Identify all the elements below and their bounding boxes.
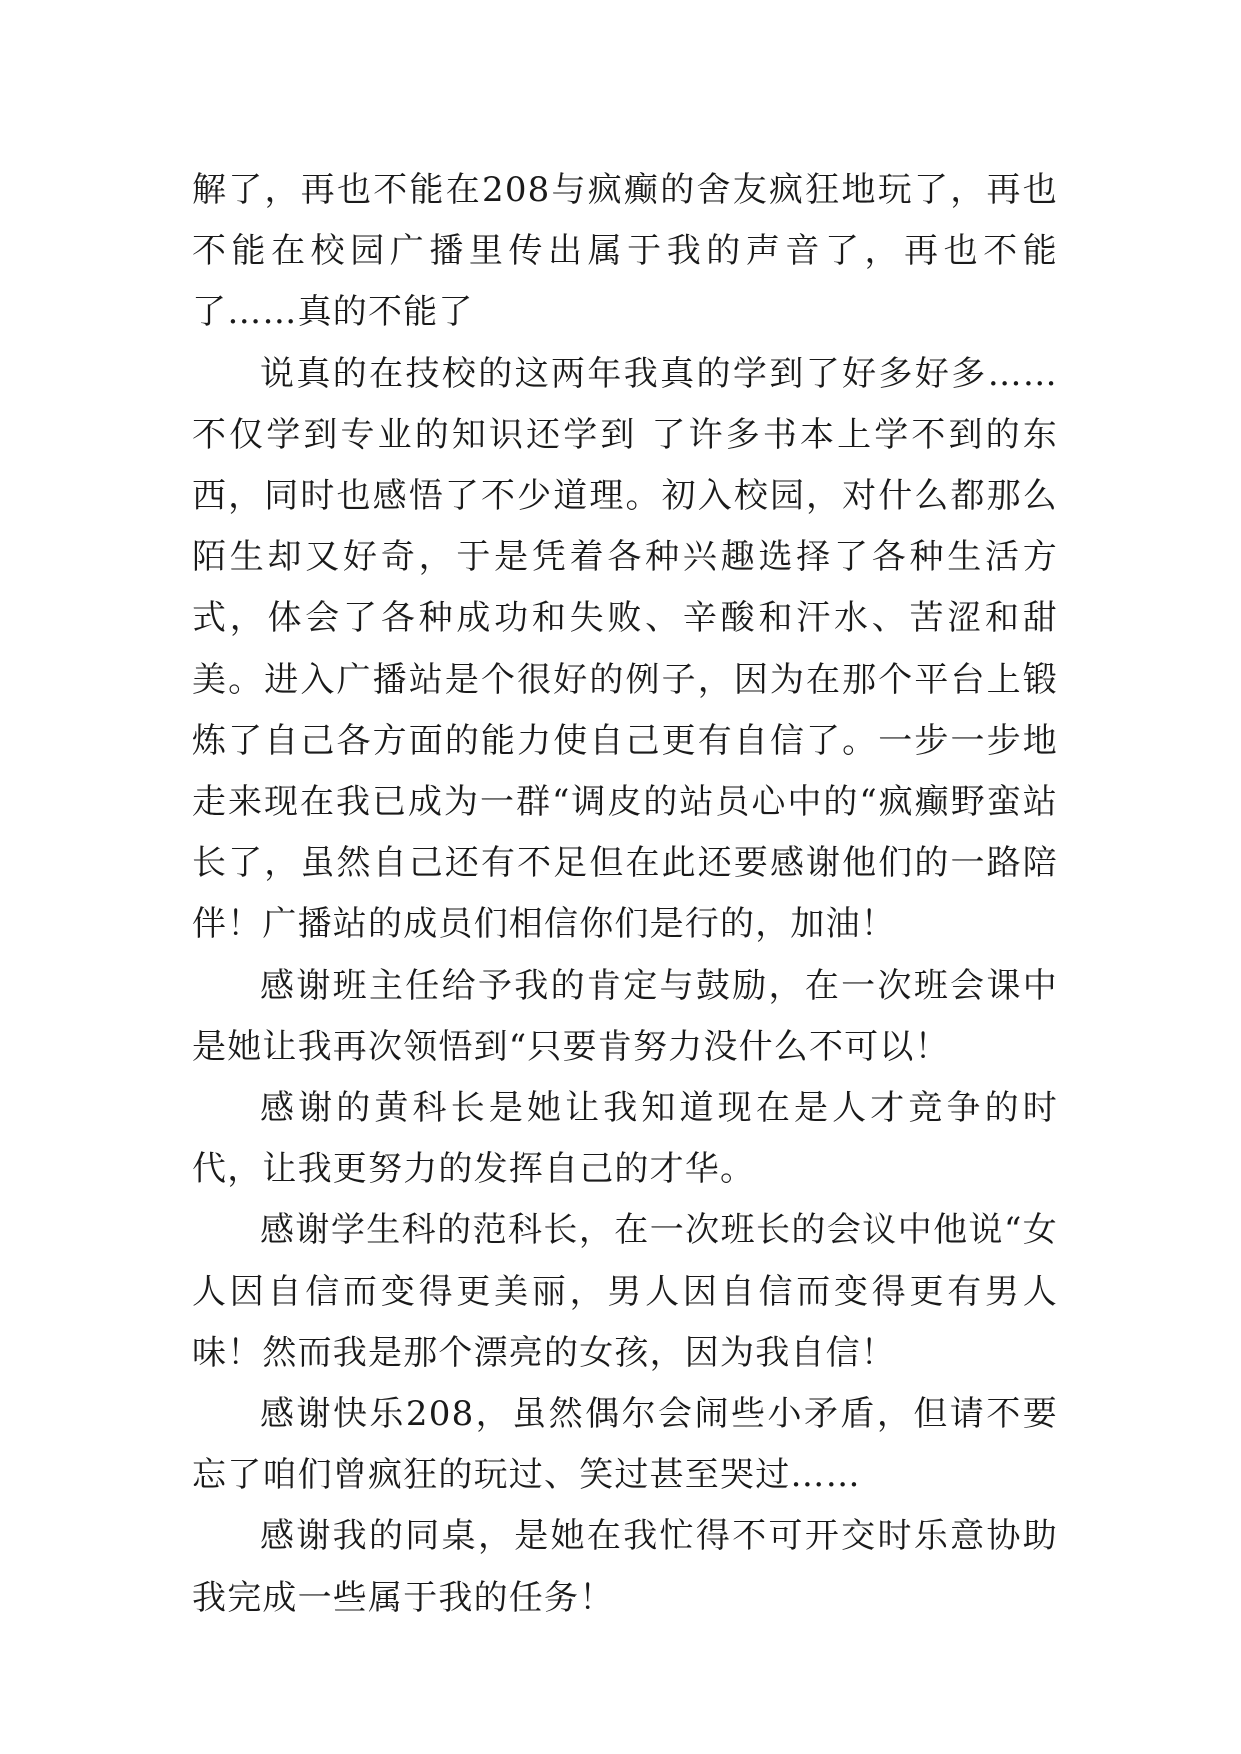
paragraph-2: 说真的在技校的这两年我真的学到了好多好多……不仅学到专业的知识还学到 了许多书本上学不到的东西，同时也感悟了不少道理。初入校园，对什么都那么陌生却又好奇，于是凭着各种兴趣选择了各种生活方式，体会了各种成功和失败、辛酸和汗水、苦涩和甜美。进入广播站是个很好的例子，因为在那个平台上锻炼了自己各方面的能力使自己更有自信了。一步一步地走来现在我已成为一群“调皮的站员心中的“疯癫野蛮站长了，虽然自己还有不足但在此还要感谢他们的一路陪伴！广播站的成员们相信你们是行的，加油！ bbox=[192, 353, 1058, 945]
paragraph-4: 感谢的黄科长是她让我知道现在是人才竞争的时代，让我更努力的发挥自己的才华。 bbox=[192, 1088, 1058, 1190]
paragraph-7: 感谢我的同桌，是她在我忙得不可开交时乐意协助我完成一些属于我的任务！ bbox=[192, 1516, 1058, 1618]
paragraph-6: 感谢快乐208，虽然偶尔会闹些小矛盾，但请不要忘了咱们曾疯狂的玩过、笑过甚至哭过…… bbox=[192, 1394, 1058, 1496]
document-body bbox=[192, 160, 1058, 1629]
paragraph-5: 感谢学生科的范科长，在一次班长的会议中他说“女人因自信而变得更美丽，男人因自信而变得更有男人味！然而我是那个漂亮的女孩，因为我自信！ bbox=[192, 1210, 1058, 1373]
paragraph-1: 解了，再也不能在208与疯癫的舍友疯狂地玩了，再也不能在校园广播里传出属于我的声音了，再也不能了……真的不能了 bbox=[192, 170, 1058, 333]
paragraph-3: 感谢班主任给予我的肯定与鼓励，在一次班会课中是她让我再次领悟到“只要肯努力没什么不可以！ bbox=[192, 965, 1058, 1067]
